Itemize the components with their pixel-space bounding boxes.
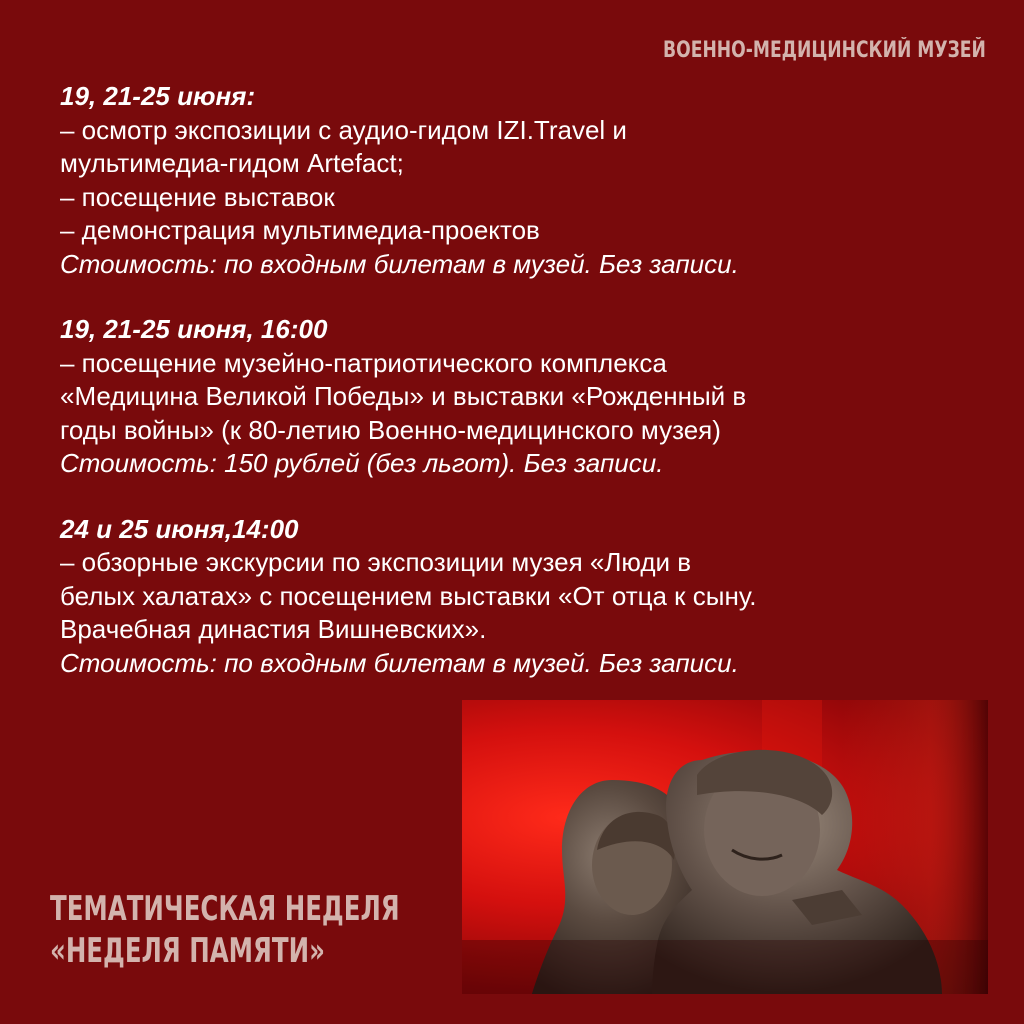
headline-line-2: «НЕДЕЛЯ ПАМЯТИ» [50,931,325,971]
event-item: годы войны» (к 80-летию Военно-медицинского музея) [60,414,721,445]
event-block [60,80,990,281]
event-item: «Медицина Великой Победы» и выставки «Рожденный в [60,381,747,411]
museum-name: ВОЕННО-МЕДИЦИНСКИЙ МУЗЕЙ [663,38,986,63]
event-item: белых халатах» с посещением выставки «От отца к сыну. [60,580,757,611]
week-headline [50,888,400,972]
event-price: Стоимость: по входным билетам в музей. Без записи. [60,647,739,678]
event-item: Врачебная династия Вишневских». [60,614,487,644]
event-item: – посещение музейно-патриотического комплекса [60,347,667,378]
event-item: мультимедиа-гидом Artefact; [60,148,404,178]
sculpture-image [462,700,988,994]
events-list [60,80,990,712]
event-item: – осмотр экспозиции с аудио-гидом IZI.Travel и [60,114,627,145]
event-date: 24 и 25 июня,14:00 [60,513,299,544]
headline-line-1: ТЕМАТИЧЕСКАЯ НЕДЕЛЯ [50,889,400,929]
event-date: 19, 21-25 июня: [60,81,256,111]
event-block [60,513,990,681]
event-item: – обзорные экскурсии по экспозиции музея «Люди в [60,547,692,577]
event-price: Стоимость: по входным билетам в музей. Без записи. [60,248,739,279]
event-price: Стоимость: 150 рублей (без льгот). Без записи. [60,448,664,478]
event-item: – демонстрация мультимедиа-проектов [60,215,540,245]
event-date: 19, 21-25 июня, 16:00 [60,314,328,344]
event-block [60,313,990,481]
sculpture-photo [462,700,988,994]
event-item: – посещение выставок [60,181,335,212]
